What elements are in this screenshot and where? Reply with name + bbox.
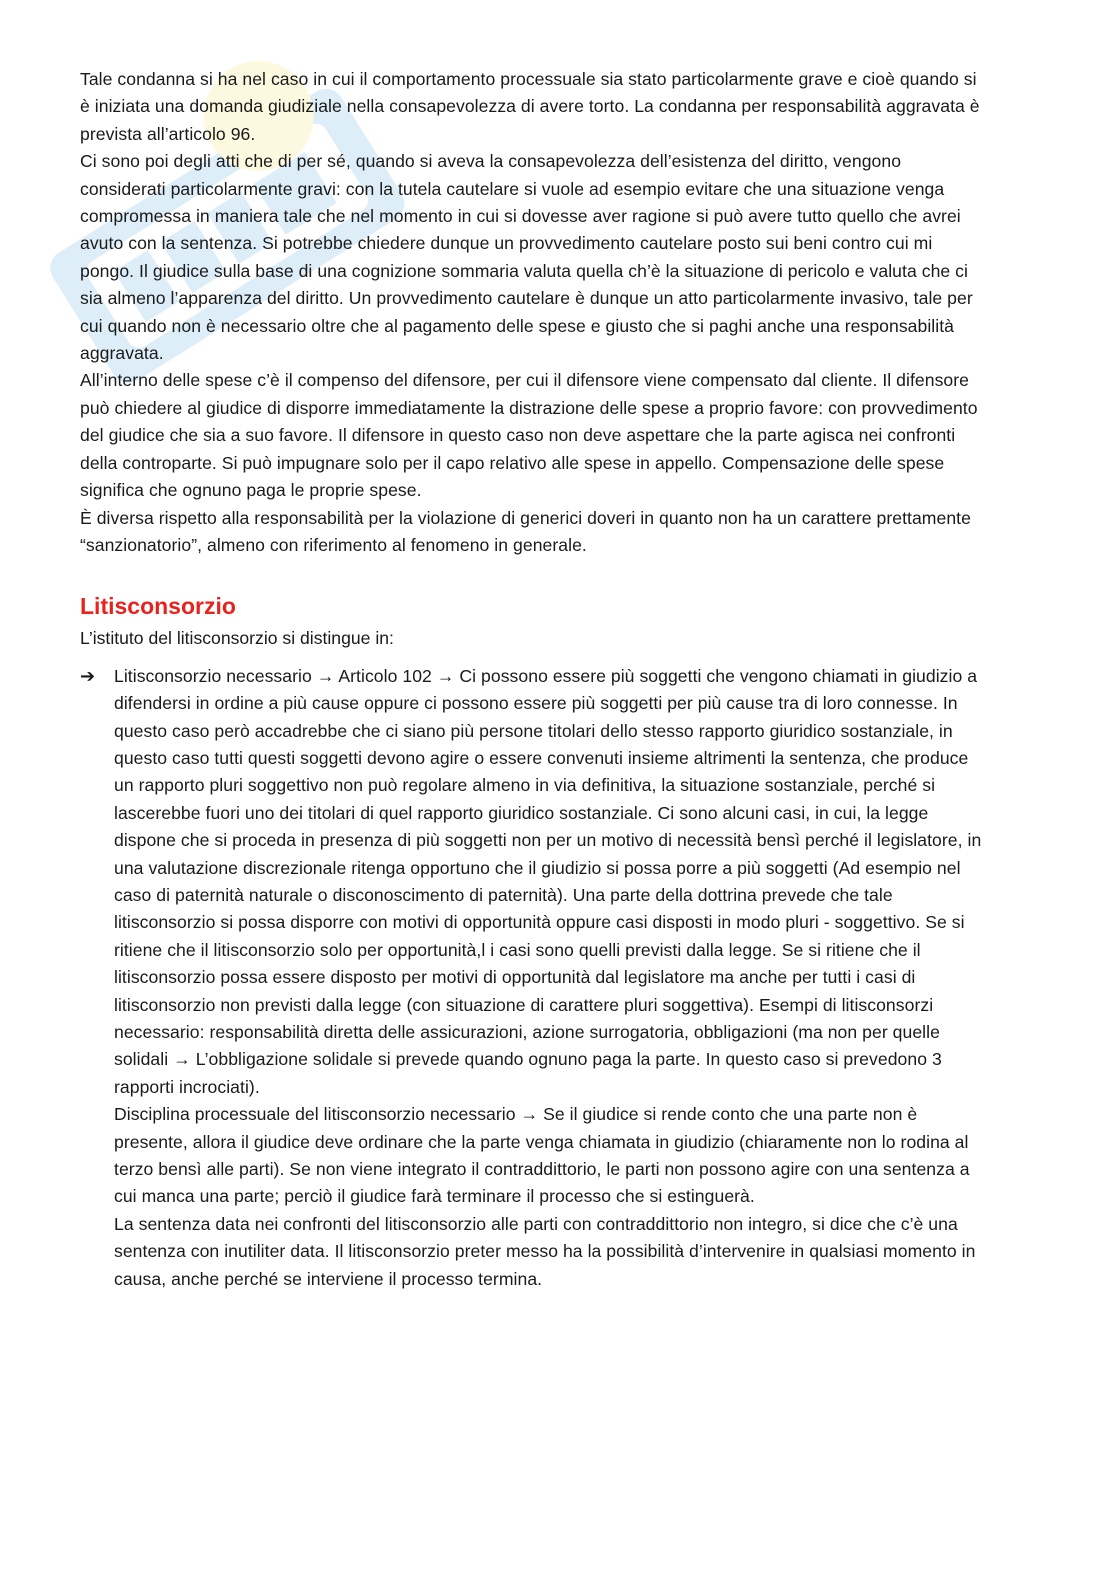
bullet-paragraph: Disciplina processuale del litisconsorzio necessario → Se il giudice si rende conto che una parte non è presente, allora il giudice deve ordinare che la parte venga chiamata in giudizio (chiaramente non lo rodina al terzo bensì alle parti). Se non viene integrato il contraddittorio, le parti non possono agire con una sentenza a cui manca una parte; perciò il giudice farà terminare il processo che si estinguerà. xyxy=(114,1104,970,1207)
arrow-bullet-icon: ➔ xyxy=(80,665,96,686)
bullet-body xyxy=(114,663,985,1293)
bullet-item xyxy=(80,663,985,1293)
document-page xyxy=(80,66,985,1293)
section-intro xyxy=(80,66,985,559)
section-intro-text: L’istituto del litisconsorzio si distingue in: xyxy=(80,628,394,649)
bullet-paragraph: Litisconsorzio necessario → Articolo 102 → Ci possono essere più soggetti che vengono chiamati in giudizio a difendersi in ordine a più cause oppure ci possono essere più soggetti per più cause tra di loro connesse. In questo caso però accadrebbe che ci siano più persone titolari dello stesso rapporto giuridico sostanziale, in questo caso tutti questi soggetti devono agire o essere convenuti insieme altrimenti la sentenza, che produce un rapporto pluri soggettivo non può regolare almeno in via definitiva, la situazione sostanziale, perché si lascerebbe fuori uno dei titolari di quel rapporto giuridico sostanziale. Ci sono alcuni casi, in cui, la legge dispone che si proceda in presenza di più soggetti non per un motivo di necessità bensì perché il legislatore, in una valutazione discrezionale ritenga opportuno che il giudizio si possa porre a più soggetti (Ad esempio nel caso di paternità naturale o disconoscimento di paternità). Una parte della dottrina prevede che tale litisconsorzio si possa disporre con motivi di opportunità oppure casi disposti in modo pluri - soggettivo. Se si ritiene che il litisconsorzio solo per opportunità,l i casi sono quelli previsti dalla legge. Se si ritiene che il litisconsorzio possa essere disposto per motivi di opportunità dal legislatore ma anche per tutti i casi di litisconsorzio non previsti dalla legge (con situazione di carattere pluri soggettiva). Esempi di litisconsorzi necessario: responsabilità diretta delle assicurazioni, azione surrogatoria, obbligazioni (ma non per quelle solidali → L’obbligazione solidale si prevede quando ognuno paga la parte. In questo caso si prevedono 3 rapporti incrociati). xyxy=(114,665,982,1097)
paragraph: All’interno delle spese c’è il compenso del difensore, per cui il difensore viene compensato dal cliente. Il difensore può chiedere al giudice di disporre immediatamente la distrazione delle spese a proprio favore: con provvedimento del giudice che sia a suo favore. Il difensore in questo caso non deve aspettare che la parte agisca nei confronti della controparte. Si può impugnare solo per il capo relativo alle spese in appello. Compensazione delle spese significa che ognuno paga le proprie spese. xyxy=(80,370,978,501)
section-heading: Litisconsorzio xyxy=(80,593,236,620)
paragraph: Ci sono poi degli atti che di per sé, quando si aveva la consapevolezza dell’esistenza del diritto, vengono considerati particolarmente gravi: con la tutela cautelare si vuole ad esempio evitare che una situazione venga compromessa in maniera tale che nel momento in cui si dovesse aver ragione si può avere tutto quello che avrei avuto con la sentenza. Si potrebbe chiedere dunque un provvedimento cautelare posto sui beni contro cui mi pongo. Il giudice sulla base di una cognizione sommaria valuta quella ch’è la situazione di pericolo e valuta che ci sia almeno l’apparenza del diritto. Un provvedimento cautelare è dunque un atto particolarmente invasivo, tale per cui quando non è necessario oltre che al pagamento delle spese e giusto che si paghi anche una responsabilità aggravata. xyxy=(80,151,973,364)
bullet-paragraph: La sentenza data nei confronti del litisconsorzio alle parti con contraddittorio non integro, si dice che c’è una sentenza con inutiliter data. Il litisconsorzio preter messo ha la possibilità d’intervenire in qualsiasi momento in causa, anche perché se interviene il processo termina. xyxy=(114,1213,976,1289)
paragraph: Tale condanna si ha nel caso in cui il comportamento processuale sia stato particolarmente grave e cioè quando si è iniziata una domanda giudiziale nella consapevolezza di avere torto. La condanna per responsabilità aggravata è prevista all’articolo 96. xyxy=(80,69,980,144)
paragraph: È diversa rispetto alla responsabilità per la violazione di generici doveri in quanto non ha un carattere prettamente “sanzionatorio”, almeno con riferimento al fenomeno in generale. xyxy=(80,507,971,555)
